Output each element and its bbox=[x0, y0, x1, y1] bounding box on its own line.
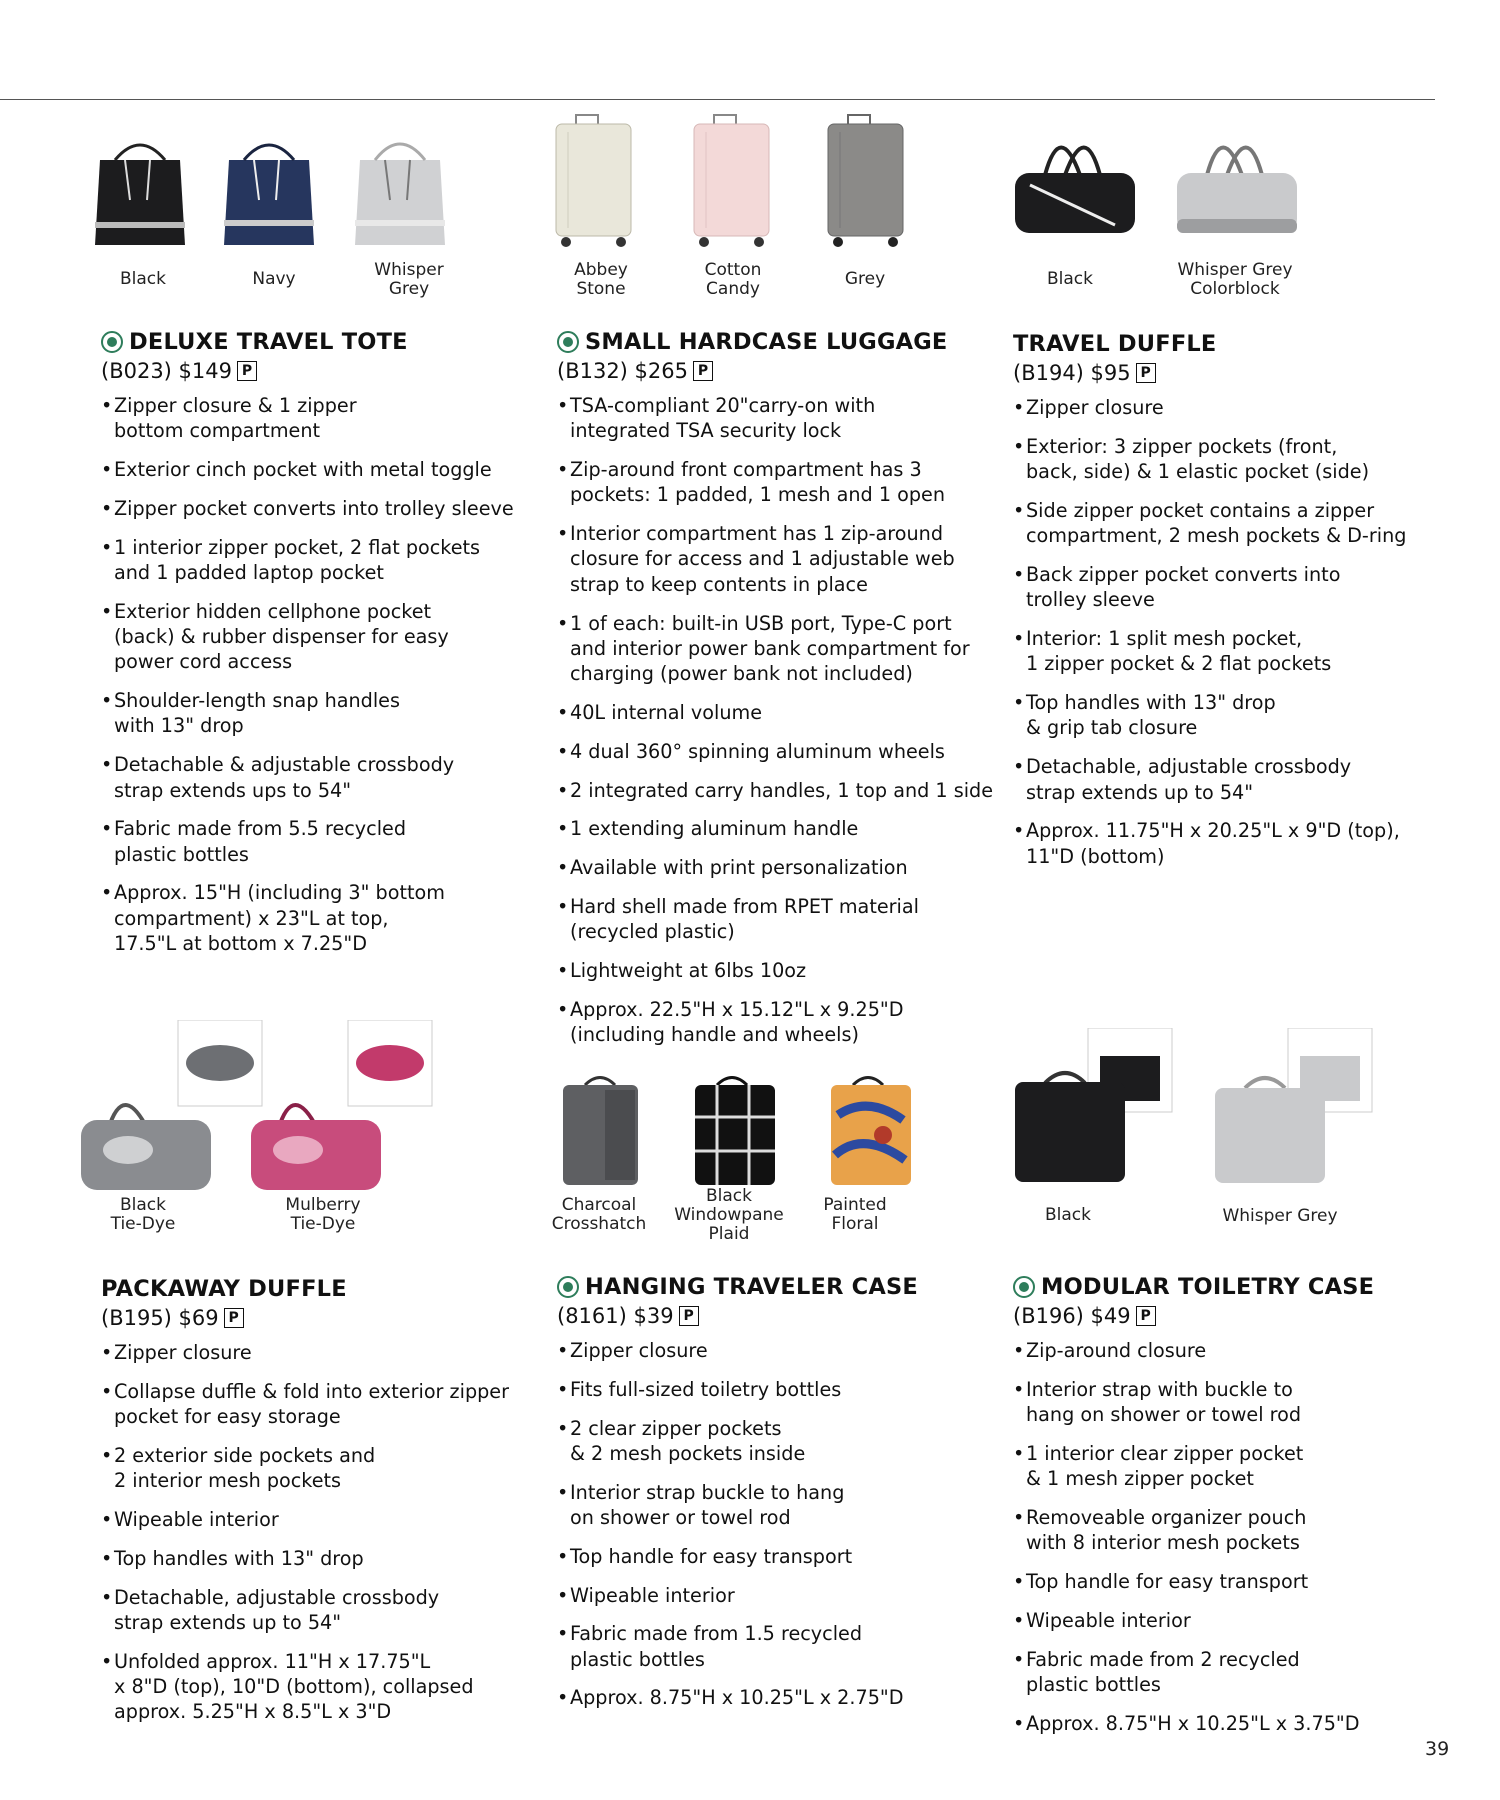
grey-tote-image bbox=[355, 144, 445, 245]
product-sku-price: (B195) $69 bbox=[101, 1305, 219, 1330]
feature-item: • Lightweight at 6lbs 10oz bbox=[557, 958, 997, 983]
luggage-swatch-grey: Grey bbox=[844, 269, 886, 289]
abbey-stone-luggage-image bbox=[556, 115, 631, 247]
packaway-swatch-black-tie-dye: Black Tie-Dye bbox=[110, 1195, 176, 1234]
feature-item: • Zipper pocket converts into trolley sleeve bbox=[101, 496, 541, 521]
feature-item: • Unfolded approx. 11"H x 17.75"L x 8"D (top), 10"D (bottom), collapsed approx. 5.25"H x 8.5"L x 3"D bbox=[101, 1649, 541, 1725]
feature-item: • Approx. 22.5"H x 15.12"L x 9.25"D (including handle and wheels) bbox=[557, 997, 997, 1048]
modular-swatch-black: Black bbox=[1045, 1205, 1091, 1225]
product-title: PACKAWAY DUFFLE bbox=[101, 1276, 347, 1302]
grey-luggage-image bbox=[828, 115, 903, 247]
packaway-swatch-images bbox=[78, 1020, 448, 1200]
modular-swatch-whisper-grey: Whisper Grey bbox=[1222, 1206, 1338, 1226]
product-title: HANGING TRAVELER CASE bbox=[585, 1274, 918, 1300]
product-sku-price: (8161) $39 bbox=[557, 1303, 674, 1328]
whisper-grey-toiletry-case-image bbox=[1215, 1028, 1372, 1183]
feature-item: • 1 interior clear zipper pocket & 1 mesh zipper pocket bbox=[1013, 1441, 1433, 1492]
recycle-icon bbox=[557, 331, 579, 353]
feature-item: • Zip-around front compartment has 3 pockets: 1 padded, 1 mesh and 1 open bbox=[557, 457, 997, 508]
personalization-p-icon: P bbox=[237, 361, 257, 381]
feature-item: • Shoulder-length snap handles with 13" drop bbox=[101, 688, 541, 739]
painted-floral-case-image bbox=[831, 1078, 911, 1186]
feature-item: • Wipeable interior bbox=[1013, 1608, 1433, 1633]
feature-item: • Wipeable interior bbox=[101, 1507, 541, 1532]
feature-list bbox=[101, 1340, 541, 1725]
feature-item: • 2 integrated carry handles, 1 top and 1 side bbox=[557, 778, 997, 803]
black-windowpane-plaid-case-image bbox=[695, 1078, 775, 1186]
feature-item: • Collapse duffle & fold into exterior zipper pocket for easy storage bbox=[101, 1379, 541, 1430]
duffle-swatch-whisper-grey-colorblock: Whisper Grey Colorblock bbox=[1177, 260, 1293, 299]
feature-item: • Exterior hidden cellphone pocket (back) & rubber dispenser for easy power cord access bbox=[101, 599, 541, 675]
feature-item: • Approx. 11.75"H x 20.25"L x 9"D (top), 11"D (bottom) bbox=[1013, 818, 1433, 869]
product-packaway-duffle bbox=[101, 1275, 541, 1738]
personalization-p-icon: P bbox=[224, 1308, 244, 1328]
tote-swatch-black: Black bbox=[120, 269, 166, 289]
packaway-swatch-mulberry-tie-dye: Mulberry Tie-Dye bbox=[285, 1195, 361, 1234]
feature-item: • Interior strap buckle to hang on shower or towel rod bbox=[557, 1480, 997, 1531]
product-sku-price: (B194) $95 bbox=[1013, 360, 1131, 385]
feature-item: • Detachable & adjustable crossbody strap extends ups to 54" bbox=[101, 752, 541, 803]
charcoal-crosshatch-case-image bbox=[563, 1078, 638, 1186]
product-deluxe-travel-tote bbox=[101, 328, 541, 970]
recycle-icon bbox=[557, 1276, 579, 1298]
feature-item: • Top handles with 13" drop & grip tab closure bbox=[1013, 690, 1433, 741]
feature-item: • Fits full-sized toiletry bottles bbox=[557, 1377, 997, 1402]
page-number: 39 bbox=[1425, 1738, 1450, 1760]
hanging-swatch-black-windowpane-plaid: Black Windowpane Plaid bbox=[674, 1186, 784, 1244]
feature-item: • 2 exterior side pockets and 2 interior mesh pockets bbox=[101, 1443, 541, 1494]
feature-item: • Available with print personalization bbox=[557, 855, 997, 880]
product-title: DELUXE TRAVEL TOTE bbox=[129, 329, 408, 355]
feature-item: • Interior compartment has 1 zip-around closure for access and 1 adjustable web strap to keep contents in place bbox=[557, 521, 997, 597]
feature-item: • Exterior: 3 zipper pockets (front, back, side) & 1 elastic pocket (side) bbox=[1013, 434, 1433, 485]
feature-item: • Wipeable interior bbox=[557, 1583, 997, 1608]
personalization-p-icon: P bbox=[693, 361, 713, 381]
hanging-swatch-painted-floral: Painted Floral bbox=[823, 1195, 887, 1234]
tote-swatch-navy: Navy bbox=[252, 269, 296, 289]
duffle-swatch-images bbox=[1010, 115, 1310, 250]
feature-item: • Detachable, adjustable crossbody strap extends up to 54" bbox=[101, 1585, 541, 1636]
feature-item: • Top handles with 13" drop bbox=[101, 1546, 541, 1571]
feature-item: • 1 extending aluminum handle bbox=[557, 816, 997, 841]
product-hanging-traveler-case bbox=[557, 1273, 997, 1724]
product-title: TRAVEL DUFFLE bbox=[1013, 331, 1217, 357]
feature-item: • Exterior cinch pocket with metal toggle bbox=[101, 457, 541, 482]
feature-item: • Back zipper pocket converts into trolley sleeve bbox=[1013, 562, 1433, 613]
feature-item: • 40L internal volume bbox=[557, 700, 997, 725]
tote-swatch-images bbox=[85, 140, 485, 260]
hanging-case-swatch-images bbox=[555, 1075, 975, 1195]
feature-item: • Top handle for easy transport bbox=[1013, 1569, 1433, 1594]
navy-tote-image bbox=[224, 145, 314, 245]
feature-item: • Hard shell made from RPET material (recycled plastic) bbox=[557, 894, 997, 945]
product-sku-price: (B132) $265 bbox=[557, 358, 688, 383]
black-duffle-image bbox=[1015, 148, 1135, 234]
whisper-grey-duffle-image bbox=[1177, 148, 1297, 234]
feature-item: • Fabric made from 5.5 recycled plastic bottles bbox=[101, 816, 541, 867]
tote-swatch-whisper-grey: Whisper Grey bbox=[374, 260, 444, 299]
feature-list bbox=[1013, 1338, 1433, 1736]
luggage-swatch-cotton-candy: Cotton Candy bbox=[704, 260, 762, 299]
product-sku-price: (B196) $49 bbox=[1013, 1303, 1131, 1328]
black-toiletry-case-image bbox=[1015, 1028, 1172, 1182]
product-title: SMALL HARDCASE LUGGAGE bbox=[585, 329, 948, 355]
feature-list bbox=[557, 393, 997, 1047]
feature-list bbox=[557, 1338, 997, 1711]
personalization-p-icon: P bbox=[679, 1306, 699, 1326]
feature-item: • Fabric made from 1.5 recycled plastic bottles bbox=[557, 1621, 997, 1672]
feature-item: • Detachable, adjustable crossbody strap extends up to 54" bbox=[1013, 754, 1433, 805]
feature-item: • Approx. 8.75"H x 10.25"L x 2.75"D bbox=[557, 1685, 997, 1710]
product-small-hardcase-luggage bbox=[557, 328, 997, 1061]
cotton-candy-luggage-image bbox=[694, 115, 769, 247]
feature-item: • Top handle for easy transport bbox=[557, 1544, 997, 1569]
black-tie-dye-duffle-image bbox=[81, 1020, 262, 1190]
luggage-swatch-abbey-stone: Abbey Stone bbox=[574, 260, 628, 299]
product-modular-toiletry-case bbox=[1013, 1273, 1433, 1750]
product-title: MODULAR TOILETRY CASE bbox=[1041, 1274, 1375, 1300]
feature-item: • Zip-around closure bbox=[1013, 1338, 1433, 1363]
feature-item: • Fabric made from 2 recycled plastic bottles bbox=[1013, 1647, 1433, 1698]
feature-item: • Zipper closure bbox=[101, 1340, 541, 1365]
feature-item: • TSA-compliant 20"carry-on with integrated TSA security lock bbox=[557, 393, 997, 444]
product-travel-duffle bbox=[1013, 330, 1433, 882]
feature-list bbox=[1013, 395, 1433, 869]
feature-item: • Approx. 8.75"H x 10.25"L x 3.75"D bbox=[1013, 1711, 1433, 1736]
feature-item: • 4 dual 360° spinning aluminum wheels bbox=[557, 739, 997, 764]
black-tote-image bbox=[95, 145, 185, 245]
feature-item: • Side zipper pocket contains a zipper compartment, 2 mesh pockets & D-ring bbox=[1013, 498, 1433, 549]
feature-item: • Zipper closure bbox=[557, 1338, 997, 1363]
top-rule bbox=[0, 99, 1435, 100]
modular-case-swatch-images bbox=[1010, 1028, 1380, 1193]
personalization-p-icon: P bbox=[1136, 363, 1156, 383]
personalization-p-icon: P bbox=[1136, 1306, 1156, 1326]
feature-item: • Approx. 15"H (including 3" bottom compartment) x 23"L at top, 17.5"L at bottom x 7.25"D bbox=[101, 880, 541, 956]
feature-item: • Interior strap with buckle to hang on shower or towel rod bbox=[1013, 1377, 1433, 1428]
feature-list bbox=[101, 393, 541, 956]
feature-item: • Removeable organizer pouch with 8 interior mesh pockets bbox=[1013, 1505, 1433, 1556]
feature-item: • 1 of each: built-in USB port, Type-C port and interior power bank compartment for charging (power bank not included) bbox=[557, 611, 997, 687]
luggage-swatch-images bbox=[548, 112, 968, 252]
recycle-icon bbox=[1013, 1276, 1035, 1298]
feature-item: • 1 interior zipper pocket, 2 flat pockets and 1 padded laptop pocket bbox=[101, 535, 541, 586]
feature-item: • Zipper closure bbox=[1013, 395, 1433, 420]
hanging-swatch-charcoal-crosshatch: Charcoal Crosshatch bbox=[551, 1195, 647, 1234]
feature-item: • 2 clear zipper pockets & 2 mesh pockets inside bbox=[557, 1416, 997, 1467]
product-sku-price: (B023) $149 bbox=[101, 358, 232, 383]
feature-item: • Zipper closure & 1 zipper bottom compartment bbox=[101, 393, 541, 444]
recycle-icon bbox=[101, 331, 123, 353]
mulberry-tie-dye-duffle-image bbox=[251, 1020, 432, 1190]
duffle-swatch-black: Black bbox=[1047, 269, 1093, 289]
feature-item: • Interior: 1 split mesh pocket, 1 zipper pocket & 2 flat pockets bbox=[1013, 626, 1433, 677]
